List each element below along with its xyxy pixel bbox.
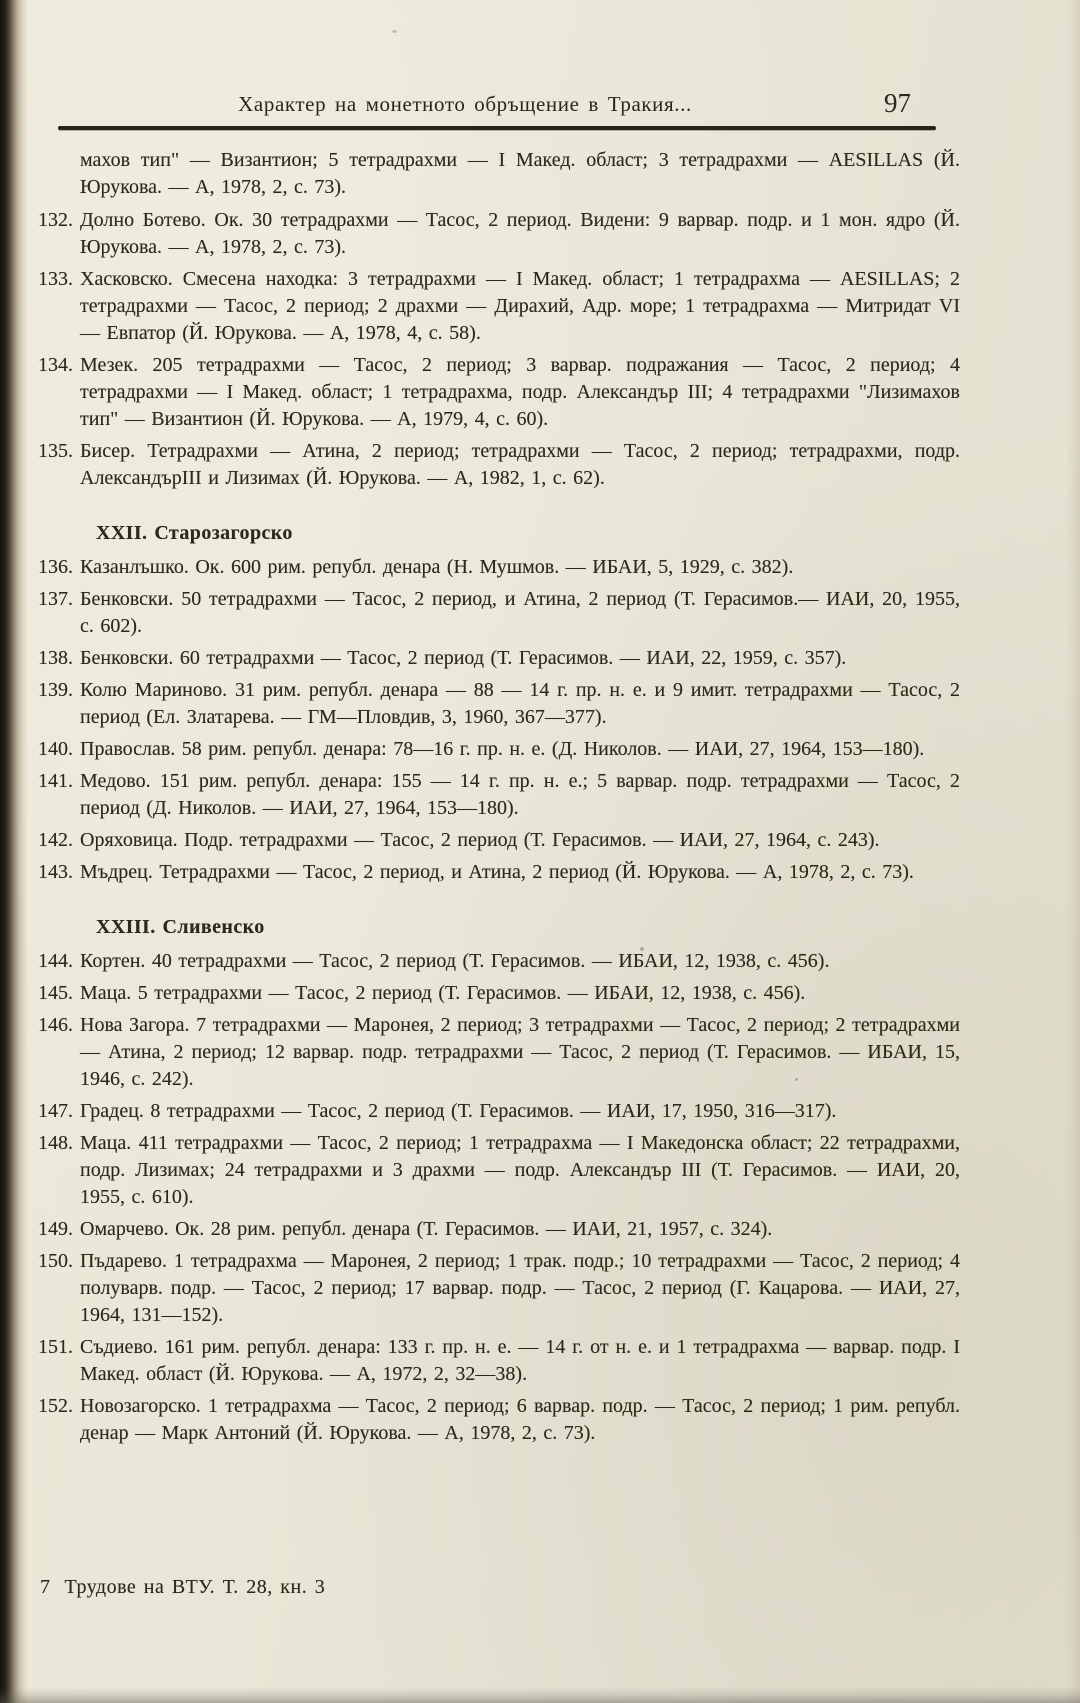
page-right-shade <box>1066 0 1080 1703</box>
entry-text: Казанлъшко. Ок. 600 рим. републ. денара (Н. Мушмов. — ИБАИ, 5, 1929, с. 382). <box>80 556 794 578</box>
catalog-entry <box>38 207 960 261</box>
entry-number: 132. <box>38 209 73 231</box>
entry-text: Хасковско. Смесена находка: 3 тетрадрахми — I Макед. област; 1 тетрадрахма — AESILLAS; 2 тетрадрахми — Тасос, 2 период; 2 драхми — Дирахий, Адр. море; 1 тетрадрахма — Митридат VI — Евпатор (Й. Юрукова. — А, 1978, 4, с. 58). <box>80 268 960 344</box>
entry-number: 145. <box>38 982 73 1004</box>
entry-text: Мезек. 205 тетрадрахми — Тасос, 2 период; 3 варвар. подражания — Тасос, 2 период; 4 тетрадрахми — I Макед. област; 1 тетрадрахма, подр. Александър III; 4 тетрадрахми "Лизимахов тип" — Византион (Й. Юрукова. — А, 1979, 4, с. 60). <box>80 354 960 430</box>
entry-text: Бисер. Тетрадрахми — Атина, 2 период; тетрадрахми — Тасос, 2 период; тетрадрахми, подр. АлександърIII и Лизимах (Й. Юрукова. — А, 1982, 1, с. 62). <box>80 440 960 489</box>
catalog-entry <box>38 554 960 581</box>
entry-text: Бенковски. 50 тетрадрахми — Тасос, 2 период, и Атина, 2 период (Т. Герасимов.— ИАИ, 20, 1955, с. 602). <box>80 588 960 637</box>
entry-text: Нова Загора. 7 тетрадрахми — Маронея, 2 период; 3 тетрадрахми — Тасос, 2 период; 2 тетрадрахми — Атина, 2 период; 12 варвар. подр. тетрадрахми — Тасос, 2 период (Т. Герасимов. — ИБАИ, 15, 1946, с. 242). <box>80 1014 960 1090</box>
entry-text: Маца. 411 тетрадрахми — Тасос, 2 период; 1 тетрадрахма — I Македонска област; 22 тетрадрахми, подр. Лизимах; 24 тетрадрахми и 3 драхми — подр. Александър III (Т. Герасимов. — ИАИ, 20, 1955, с. 610). <box>80 1132 960 1208</box>
entry-number: 134. <box>38 354 73 376</box>
running-header-title: Характер на монетното обръщение в Тракия... <box>238 92 692 116</box>
catalog-entry <box>80 147 960 201</box>
catalog-entry <box>38 438 960 492</box>
entry-text: Оряховица. Подр. тетрадрахми — Тасос, 2 период (Т. Герасимов. — ИАИ, 27, 1964, с. 243). <box>80 829 880 851</box>
catalog-entry <box>38 768 960 822</box>
entry-text: Съдиево. 161 рим. републ. денара: 133 г. пр. н. е. — 14 г. от н. е. и 1 тетрадрахма — варвар. подр. I Макед. област (Й. Юрукова. — А, 1972, 2, 32—38). <box>80 1336 960 1385</box>
entry-number: 148. <box>38 1132 73 1154</box>
section-title: XXIII. Сливенско <box>96 916 265 938</box>
entry-number: 139. <box>38 679 73 701</box>
page-number: 97 <box>884 88 911 118</box>
catalog-entry <box>38 859 960 886</box>
catalog-entry <box>38 677 960 731</box>
entry-number: 133. <box>38 268 73 290</box>
entry-number: 142. <box>38 829 73 851</box>
catalog-entry <box>38 352 960 433</box>
entry-number: 146. <box>38 1014 73 1036</box>
catalog-entry <box>38 1216 960 1243</box>
section-heading <box>96 914 960 941</box>
catalog-entries-list <box>38 147 960 1452</box>
entry-number: 135. <box>38 440 73 462</box>
entry-text: Кортен. 40 тетрадрахми — Тасос, 2 период (Т. Герасимов. — ИБАИ, 12, 1938, с. 456). <box>80 950 830 972</box>
entry-text: Бенковски. 60 тетрадрахми — Тасос, 2 период (Т. Герасимов. — ИАИ, 22, 1959, с. 357). <box>80 647 847 669</box>
page-footer <box>40 1576 325 1599</box>
catalog-entry <box>38 1334 960 1388</box>
entry-number: 140. <box>38 738 73 760</box>
entry-number: 150. <box>38 1250 73 1272</box>
entry-text: Градец. 8 тетрадрахми — Тасос, 2 период (Т. Герасимов. — ИАИ, 17, 1950, 316—317). <box>80 1100 837 1122</box>
entry-number: 141. <box>38 770 73 792</box>
catalog-entry <box>38 1393 960 1447</box>
entry-text: Новозагорско. 1 тетрадрахма — Тасос, 2 период; 6 варвар. подр. — Тасос, 2 период; 1 рим. републ. денар — Марк Антоний (Й. Юрукова. — А, 1978, 2, с. 73). <box>80 1395 960 1444</box>
catalog-entry <box>38 948 960 975</box>
entry-number: 147. <box>38 1100 73 1122</box>
section-heading <box>96 520 960 547</box>
entry-text: махов тип" — Византион; 5 тетрадрахми — I Макед. област; 3 тетрадрахми — AESILLAS (Й. Юрукова. — А, 1978, 2, с. 73). <box>80 149 960 198</box>
catalog-entry <box>38 827 960 854</box>
entry-number: 143. <box>38 861 73 883</box>
entry-number: 151. <box>38 1336 73 1358</box>
section-title: XXII. Старозагорско <box>96 522 293 544</box>
catalog-entry <box>38 1248 960 1329</box>
entry-text: Маца. 5 тетрадрахми — Тасос, 2 период (Т. Герасимов. — ИБАИ, 12, 1938, с. 456). <box>80 982 806 1004</box>
catalog-entry <box>38 266 960 347</box>
entry-number: 137. <box>38 588 73 610</box>
catalog-entry <box>38 1130 960 1211</box>
footer-signature-number: 7 <box>40 1576 51 1598</box>
entry-text: Пъдарево. 1 тетрадрахма — Маронея, 2 период; 1 трак. подр.; 10 тетрадрахми — Тасос, 2 период; 4 полуварв. подр. — Тасос, 2 период; 17 варвар. подр. — Тасос, 2 период (Г. Кацарова. — ИАИ, 27, 1964, 131—152). <box>80 1250 960 1326</box>
header-rule <box>58 126 936 130</box>
entry-text: Омарчево. Ок. 28 рим. републ. денара (Т. Герасимов. — ИАИ, 21, 1957, с. 324). <box>80 1218 773 1240</box>
entry-number: 152. <box>38 1395 73 1417</box>
catalog-entry <box>38 736 960 763</box>
entry-text: Медово. 151 рим. републ. денара: 155 — 14 г. пр. н. е.; 5 варвар. подр. тетрадрахми — Тасос, 2 период (Д. Николов. — ИАИ, 27, 1964, 153—180). <box>80 770 960 819</box>
book-binding-edge <box>0 0 28 1703</box>
catalog-entry <box>38 1098 960 1125</box>
catalog-entry <box>38 980 960 1007</box>
entry-text: Долно Ботево. Ок. 30 тетрадрахми — Тасос, 2 период. Видени: 9 варвар. подр. и 1 мон. ядро (Й. Юрукова. — А, 1978, 2, с. 73). <box>80 209 960 258</box>
entry-text: Мъдрец. Тетрадрахми — Тасос, 2 период, и Атина, 2 период (Й. Юрукова. — А, 1978, 2, с. 73). <box>80 861 914 883</box>
catalog-entry <box>38 645 960 672</box>
catalog-entry <box>38 586 960 640</box>
footer-series-label: Трудове на ВТУ. Т. 28, кн. 3 <box>64 1576 326 1598</box>
entry-number: 149. <box>38 1218 73 1240</box>
scan-speck <box>392 30 397 33</box>
entry-number: 136. <box>38 556 73 578</box>
entry-number: 144. <box>38 950 73 972</box>
entry-text: Колю Мариново. 31 рим. републ. денара — 88 — 14 г. пр. н. е. и 9 имит. тетрадрахми — Тасос, 2 период (Ел. Златарева. — ГМ—Пловдив, 3, 1960, 367—377). <box>80 679 960 728</box>
entry-number: 138. <box>38 647 73 669</box>
catalog-entry <box>38 1012 960 1093</box>
page-bottom-shadow <box>0 1687 1080 1703</box>
entry-text: Православ. 58 рим. републ. денара: 78—16 г. пр. н. е. (Д. Николов. — ИАИ, 27, 1964, 153—180). <box>80 738 925 760</box>
